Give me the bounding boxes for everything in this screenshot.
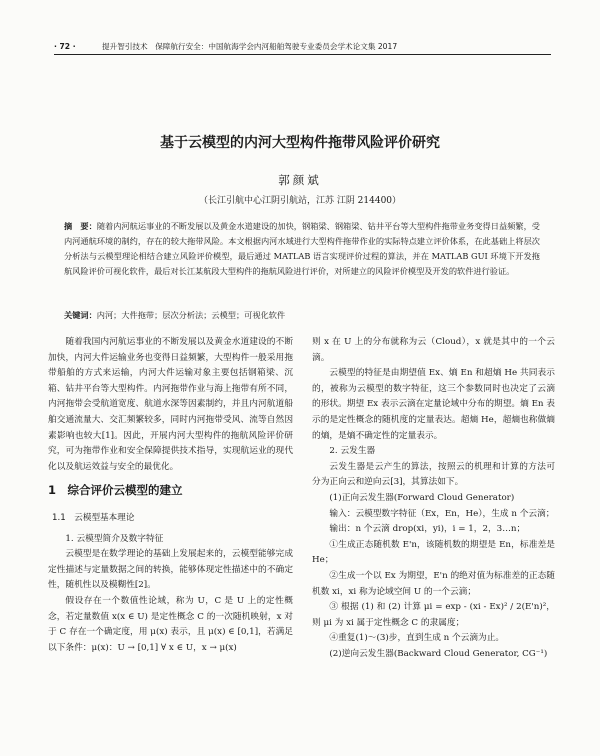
cloud-model-paragraph: 云模型是在数学理论的基础上发展起来的，云模型能够完成定性描述与定量数据之间的转换，能够体现定性描述中的不确定性，随机性以及模糊性[2]。 [48, 549, 293, 591]
cloud-generator-paragraph: 云发生器是云产生的算法，按照云的机理和计算的方法可分为正向云和逆向云[3]，其算法如下。 [312, 461, 555, 488]
generator-step-3: ③ 根据 (1) 和 (2) 计算 μi = exp - (xi - Ex)² / 2(E'n)²，则 μi 为 xi 属于定性概念 C 的隶属度； [312, 602, 555, 628]
right-column [312, 335, 555, 662]
keywords-text: 内河；大件拖带；层次分析法；云模型；可视化软件 [96, 310, 286, 320]
running-header [54, 41, 554, 52]
running-title: 提升智引技术 保障航行安全：中国航海学会内河船舶驾驶专业委员会学术论文集 2017 [102, 42, 398, 51]
page-number: · 72 · [54, 42, 76, 51]
section-1-title: 1 综合评价云模型的建立 [48, 483, 183, 498]
abstract-text: 随着内河航运事业的不断发展以及黄金水道建设的加快，钢箱梁、钢箱梁、钻井平台等大型构件拖带业务变得日益频繁，受内河通航环境的制约，存在的较大拖带风险。本文根据内河水域进行大型构件拖带作业的实际特点建立评价体系，在此基础上将层次分析法与云模型理论相结合建立风险评价模型，最后通过 MATLAB 语言实现评价过程的算法，并在 MATLAB GUI 环境下开发拖航风险评价可视化软件，最后对长江某航段大型构件的拖航风险进行评价，对所建立的风险评价模型及开发的软件进行验证。 [64, 221, 540, 276]
header-rule [54, 54, 551, 55]
author-affiliation: （长江引航中心江阴引航站，江苏 江阴 214400） [198, 196, 402, 206]
abstract-label: 摘 要： [64, 221, 97, 231]
forward-generator-item: (1)正向云发生器(Forward Cloud Generator) [329, 492, 515, 503]
subsection-1-1-title: 1.1 云模型基本理论 [52, 512, 135, 523]
generator-input: 输入：云模型数字特征（Ex，En，He），生成 n 个云滴； [329, 508, 555, 519]
definition-paragraph: 假设存在一个数值性论域，称为 U，C 是 U 上的定性概念，若定量数值 x(x ∈ U) 是定性概念 C 的一次随机映射，x 对于 C 存在一个确定度，用 μ(x) 表示，且 μ(x) ∈ [0,1]，若满足以下条件：μ(x)：U → [0,1] ∀ x ∈ U，x → μ(x) [48, 595, 293, 653]
generator-output: 输出：n 个云滴 drop(xi，yi)，i = 1，2，3…n； [329, 524, 526, 535]
cloud-definition-end: 则 x 在 U 上的分布就称为云（Cloud），x 就是其中的一个云滴。 [312, 337, 555, 363]
paper-title: 基于云模型的内河大型构件拖带风险评价研究 [160, 135, 440, 151]
generator-step-2: ②生成一个以 Ex 为期望，E'n 的绝对值为标准差的正态随机数 xi，xi 称为论域空间 U 的一个云滴； [312, 570, 555, 597]
left-column [48, 335, 293, 656]
digital-features-paragraph: 云模型的特征是由期望值 Ex、熵 En 和超熵 He 共同表示的，被称为云模型的数字特征，这三个参数同时也决定了云滴的形状。期望 Ex 表示云滴在定量论域中分布的期望。熵 En 表示的是定性概念的随机度的定量表达。超熵 He，超熵也称做熵的熵，是熵不确定性的定量表示。 [312, 368, 555, 441]
abstract [64, 219, 540, 279]
subsubsection-title: 1. 云模型简介及数字特征 [65, 533, 164, 544]
generator-step-4: ④重复(1)～(3)步，直到生成 n 个云滴为止。 [329, 633, 505, 644]
keywords-label: 关键词： [64, 310, 97, 320]
author-name: 郭颜斌 [278, 173, 322, 187]
generator-step-1: ①生成正态随机数 E'n，该随机数的期望是 En，标准差是 He； [312, 539, 555, 566]
cloud-generator-title: 2. 云发生器 [329, 446, 376, 457]
intro-paragraph: 随着我国内河航运事业的不断发展以及黄金水道建设的不断加快，内河大件运输业务也变得日益频繁，大型构件一般采用拖带船舶的方式来运输，内河大件运输对象主要包括钢箱梁、沉箱、钻井平台等大型构件。内河拖带作业与海上拖带有所不同，内河拖带会受航道宽度、航道水深等因素制约，并且内河航道船舶交通流量大、交汇频繁较多，同时内河拖带受风、流等自然因素影响也较大[1]。因此，开展内河大型构件的拖航风险评价研究，可为拖带作业和安全保障提供技术指导，实现航运业的现代化以及航运效益与安全的最优化。 [48, 337, 293, 472]
backward-generator-item: (2)逆向云发生器(Backward Cloud Generator, CG⁻¹) [329, 648, 548, 659]
keywords [64, 309, 540, 321]
